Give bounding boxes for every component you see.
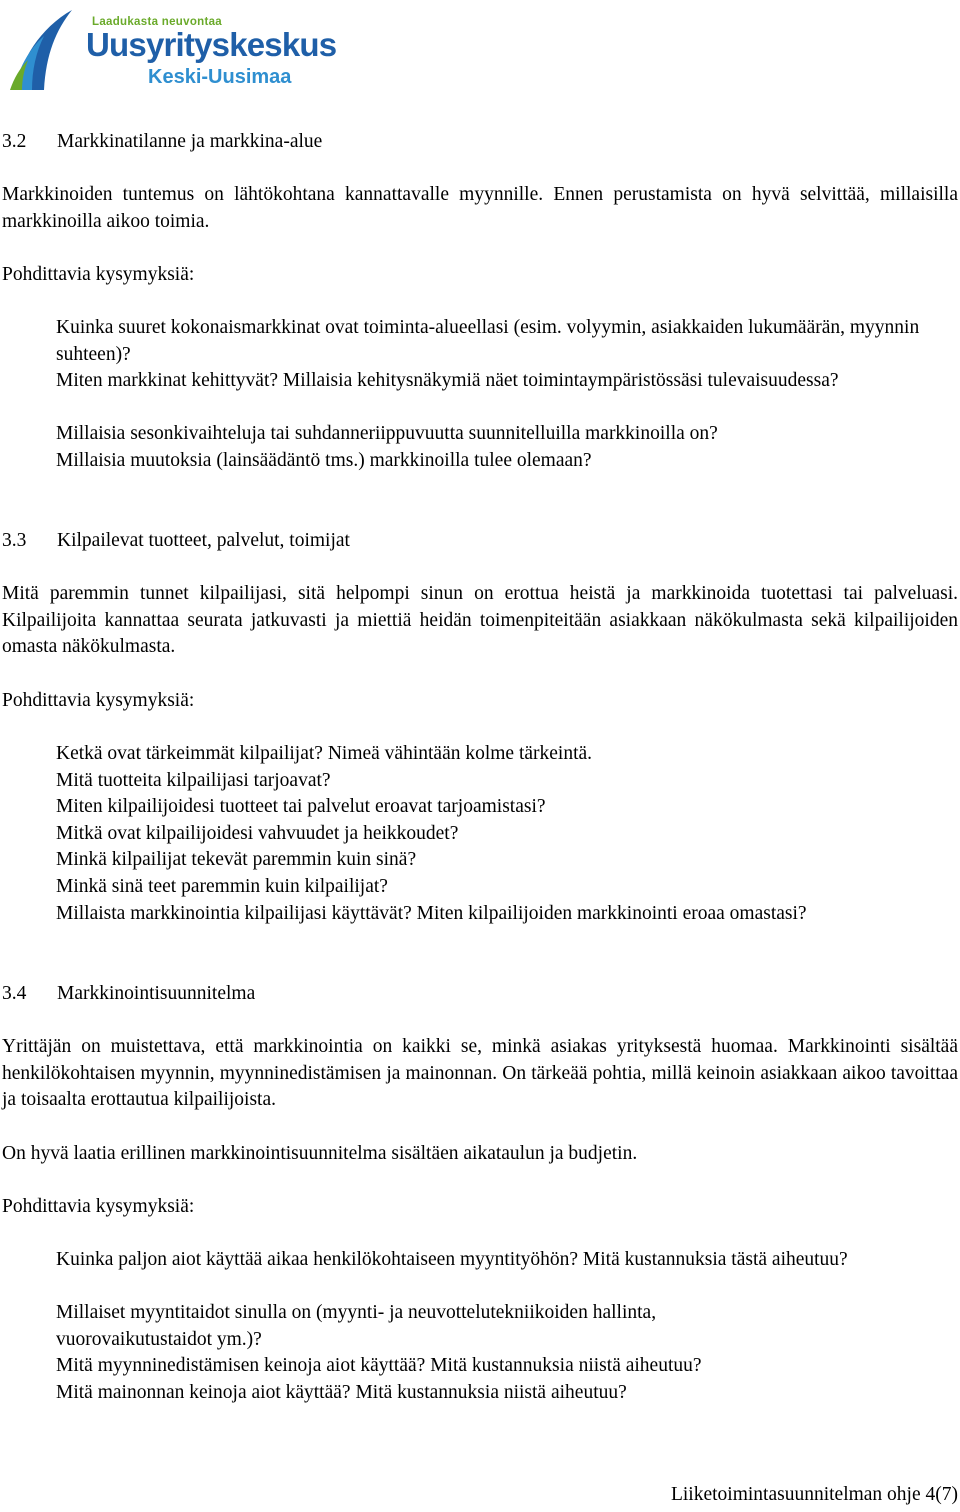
question-item: Mitä mainonnan keinoja aiot käyttää? Mitä kustannuksia niistä aiheutuu? [56,1382,627,1403]
question-item: Millaista markkinointia kilpailijasi käyttävät? Miten kilpailijoiden markkinointi eroaa omastasi? [56,902,807,924]
questions-label-3-2: Pohdittavia kysymyksiä: [2,264,195,285]
question-item: Ketkä ovat tärkeimmät kilpailijat? Nimeä vähintään kolme tärkeintä. [56,743,593,764]
question-item: Millaiset myyntitaidot sinulla on (myynti- ja neuvottelutekniikoiden hallinta, vuorovaikutustaidot ym.)? [56,1302,657,1350]
section-title: Markkinatilanne ja markkina-alue [57,131,323,152]
questions-label-3-3: Pohdittavia kysymyksiä: [2,690,195,711]
question-item: Minkä kilpailijat tekevät paremmin kuin sinä? [56,849,417,871]
question-list-3-3 [56,741,807,927]
section-intro-3-4-second: On hyvä laatia erillinen markkinointisuunnitelma sisältäen aikataulun ja budjetin. [2,1143,638,1164]
logo-tagline: Laadukasta neuvontaa [92,16,222,28]
question-item: Miten kilpailijoidesi tuotteet tai palvelut eroavat tarjoamistasi? [56,796,546,818]
logo-region: Keski-Uusimaa [148,66,292,88]
section-title: Markkinointisuunnitelma [57,983,256,1004]
question-item: Kuinka suuret kokonaismarkkinat ovat toiminta-alueellasi (esim. volyymin, asiakkaiden lukumäärän, myynnin suhteen)? [56,317,920,365]
question-item: Millaisia muutoksia (lainsäädäntö tms.) markkinoilla tulee olemaan? [56,450,592,471]
section-title: Kilpailevat tuotteet, palvelut, toimijat [57,530,350,551]
section-number: 3.2 [2,131,27,152]
section-intro-3-4: Yrittäjän on muistettava, että markkinointia on kaikki se, minkä asiakas yrityksestä huomaa. Markkinointi sisältää henkilökohtaisen myynnin, myynninedistämisen ja mainonnan. On tärkeää pohtia, millä keinoin asiakkaan aikoo tavoittaa ja toisaalta erottautua kilpailijoista. [2,1036,958,1111]
section-number: 3.3 [2,530,27,551]
questions-label-3-4: Pohdittavia kysymyksiä: [2,1196,195,1217]
question-item: Miten markkinat kehittyvät? Millaisia kehitysnäkymiä näet toimintaympäristössäsi tulevaisuudessa? [56,370,839,391]
page-footer: Liiketoimintasuunnitelman ohje 4(7) [670,1484,958,1505]
question-item: Kuinka paljon aiot käyttää aikaa henkilökohtaiseen myyntityöhön? Mitä kustannuksia tästä aiheutuu? [56,1249,848,1270]
section-intro-3-3: Mitä paremmin tunnet kilpailijasi, sitä helpompi sinun on erottua heistä ja markkinoida tuotettasi tai palveluasi. Kilpailijoita kannattaa seurata jatkuvasti ja miettiä heidän toimenpiteitään asiakkaan näkökulmasta sekä kilpailijoiden omasta näkökulmasta. [2,583,958,658]
logo-name: Uusyrityskeskus [86,26,337,63]
section-heading-3-4 [2,981,255,1007]
section-number: 3.4 [2,983,27,1004]
question-item: Mitkä ovat kilpailijoidesi vahvuudet ja heikkoudet? [56,822,459,844]
section-heading-3-2 [2,129,322,155]
question-item: Millaisia sesonkivaihteluja tai suhdanneriippuvuutta suunnitelluilla markkinoilla on? [56,423,718,444]
question-item: Minkä sinä teet paremmin kuin kilpailijat? [56,875,388,897]
question-item: Mitä myynninedistämisen keinoja aiot käyttää? Mitä kustannuksia niistä aiheutuu? [56,1355,702,1376]
section-intro-3-2: Markkinoiden tuntemus on lähtökohtana kannattavalle myynnille. Ennen perustamista on hyvä selvittää, millaisilla markkinoilla aikoo toimia. [2,184,958,232]
question-item: Mitä tuotteita kilpailijasi tarjoavat? [56,769,331,791]
uusyrityskeskus-logo [10,6,337,94]
logo-mark-icon [10,6,90,94]
section-heading-3-3 [2,528,350,554]
